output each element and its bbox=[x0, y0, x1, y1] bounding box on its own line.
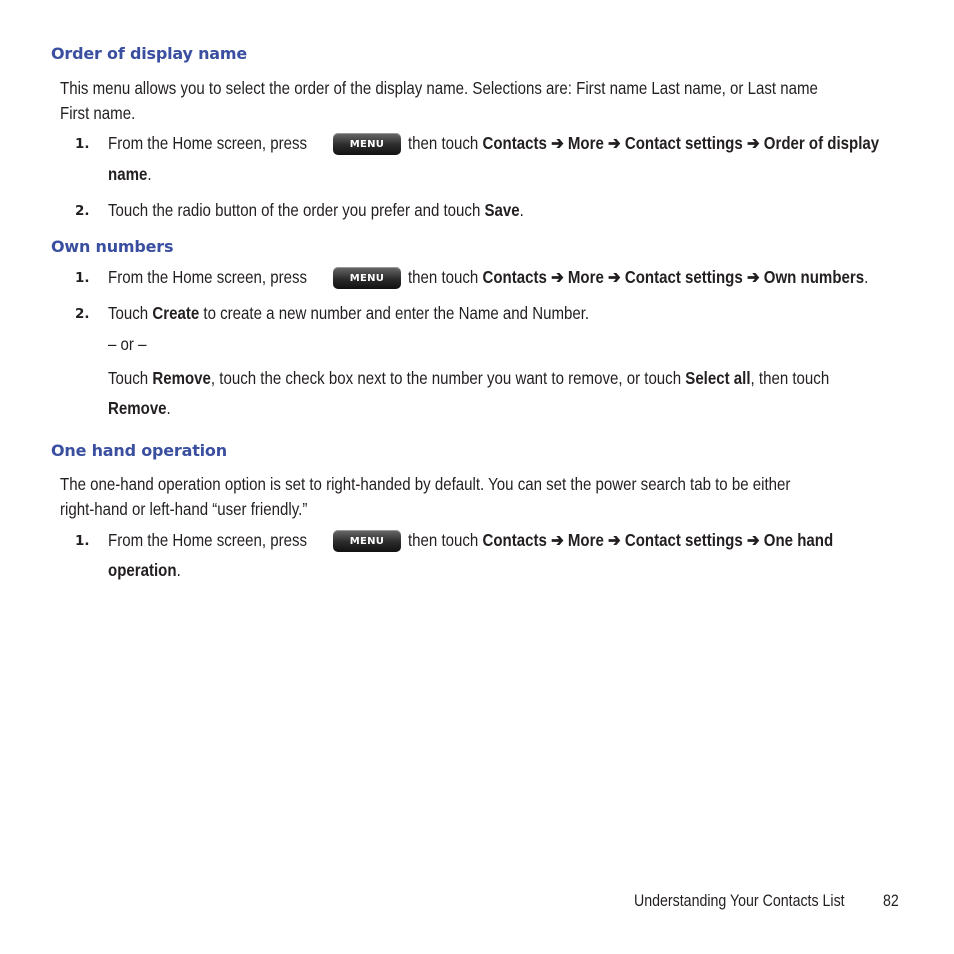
arrow-icon: ➔ bbox=[551, 133, 564, 153]
or-separator: – or – bbox=[108, 334, 147, 354]
arrow-icon: ➔ bbox=[608, 133, 621, 153]
menu-key-icon: MENU bbox=[333, 530, 401, 552]
step-number: 2. bbox=[75, 203, 90, 219]
step-path-continued: operation. bbox=[108, 560, 181, 580]
section1-intro-line1: This menu allows you to select the order of the display name. Selections are: First name Last name, or Last name bbox=[60, 78, 818, 98]
section3-intro-line2: right-hand or left-hand “user friendly.” bbox=[60, 499, 308, 519]
menu-key-icon: MENU bbox=[333, 133, 401, 155]
section1-intro-line2: First name. bbox=[60, 103, 136, 123]
section-heading-one-hand-operation: One hand operation bbox=[51, 441, 227, 460]
step-number: 1. bbox=[75, 533, 90, 549]
step-number: 1. bbox=[75, 270, 90, 286]
footer-title: Understanding Your Contacts List bbox=[634, 892, 845, 910]
page-number: 82 bbox=[883, 892, 899, 910]
section-heading-own-numbers: Own numbers bbox=[51, 237, 174, 256]
step-path: then touch Contacts ➔ More ➔ Contact settings ➔ One hand bbox=[408, 530, 834, 550]
section-heading-order-of-display-name: Order of display name bbox=[51, 44, 247, 63]
menu-key-icon: MENU bbox=[333, 267, 401, 289]
step-text-alt: Touch Remove, touch the check box next to the number you want to remove, or touch Select all, then touch bbox=[108, 368, 830, 388]
arrow-icon: ➔ bbox=[746, 267, 760, 287]
arrow-icon: ➔ bbox=[551, 267, 564, 287]
step-number: 1. bbox=[75, 136, 90, 152]
step-path: then touch Contacts ➔ More ➔ Contact settings ➔ Order of display bbox=[408, 133, 880, 153]
arrow-icon: ➔ bbox=[608, 530, 621, 550]
arrow-icon: ➔ bbox=[551, 530, 564, 550]
step-text: From the Home screen, press bbox=[108, 530, 308, 550]
step-text: Touch the radio button of the order you prefer and touch Save. bbox=[108, 200, 524, 220]
arrow-icon: ➔ bbox=[608, 267, 621, 287]
step-text: From the Home screen, press bbox=[108, 267, 308, 287]
step-path-continued: name. bbox=[108, 164, 152, 184]
step-text: From the Home screen, press bbox=[108, 133, 308, 153]
step-path: then touch Contacts ➔ More ➔ Contact settings ➔ Own numbers. bbox=[408, 267, 869, 287]
arrow-icon: ➔ bbox=[746, 133, 760, 153]
step-number: 2. bbox=[75, 306, 90, 322]
section3-intro-line1: The one-hand operation option is set to right-handed by default. You can set the power search tab to be either bbox=[60, 474, 791, 494]
step-text: Touch Create to create a new number and enter the Name and Number. bbox=[108, 303, 590, 323]
step-text-alt-continued: Remove. bbox=[108, 398, 171, 418]
arrow-icon: ➔ bbox=[746, 530, 760, 550]
